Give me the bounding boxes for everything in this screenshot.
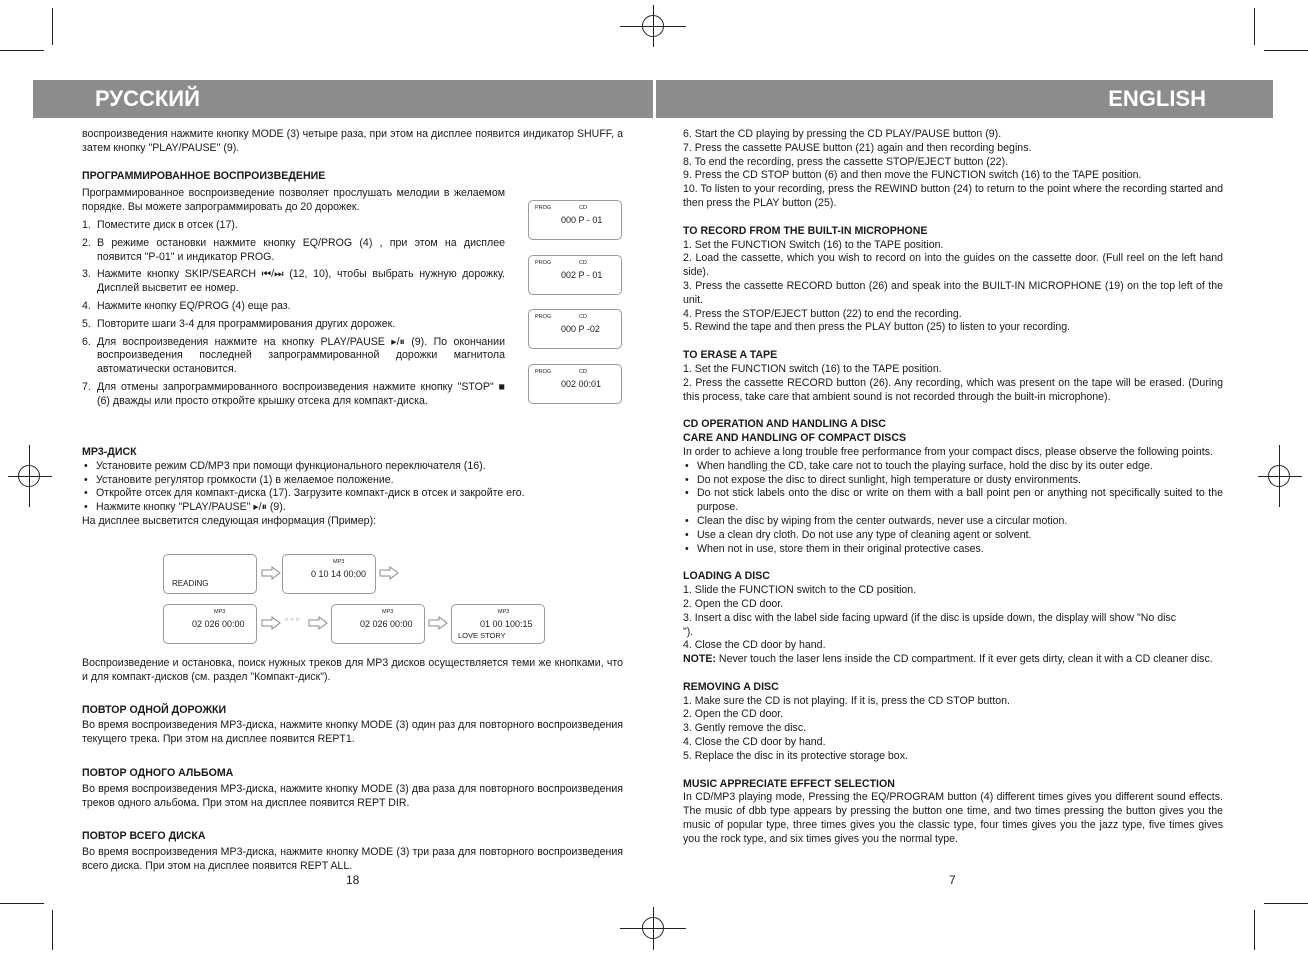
prog-display: PROG CD 000 P -02 (528, 309, 622, 349)
mp3-section (82, 446, 623, 529)
crop-mark (0, 50, 44, 51)
paragraph: Воспроизведение и остановка, поиск нужных треков для МР3 дисков осуществляется теми же кнопками, что и для компакт-дисков (см. раздел "Компакт-диск"). (82, 657, 623, 683)
paragraph: 2. Open the CD door. (683, 597, 784, 610)
crop-mark (52, 910, 53, 950)
list-item: 1. Поместите диск в отсек (17). (82, 218, 238, 231)
paragraph: 10. To listen to your recording, press the REWIND button (24) to return to the point where the recording started and then press the PLAY button (25). (683, 183, 1223, 209)
section-heading: TO ERASE A TAPE (683, 349, 778, 362)
list-item: 5. Повторите шаги 3-4 для программирования других дорожек. (82, 317, 396, 330)
crop-mark (1279, 445, 1280, 507)
arrow-right-icon (428, 616, 448, 630)
paragraph: 8. To end the recording, press the cassette STOP/EJECT button (22). (683, 155, 1009, 168)
list-item: • Do not expose the disc to direct sunlight, high temperature or dusty environments. (683, 474, 1223, 488)
arrow-right-icon (261, 616, 281, 630)
paragraph: 7. Press the cassette PAUSE button (21) again and then recording begins. (683, 141, 1032, 154)
list-item: 3. Нажмите кнопку SKIP/SEARCH ⏮/⏭ (12, 10), чтобы выбрать нужную дорожку. Дисплей высветит ее номер. (82, 268, 505, 295)
prog-display: PROG CD 002 00:01 (528, 364, 622, 404)
crop-mark (1254, 910, 1255, 950)
list-item: • Use a clean dry cloth. Do not use any type of cleaning agent or solvent. (683, 529, 1223, 543)
program-steps-list (82, 219, 505, 409)
mp3-bullet-list (82, 460, 623, 515)
page-number: 18 (346, 873, 360, 887)
paragraph: 4. Close the CD door by hand. (683, 639, 826, 652)
section-heading: TO RECORD FROM THE BUILT-IN MICROPHONE (683, 224, 928, 237)
crop-mark (1264, 50, 1308, 51)
paragraph: In order to achieve a long trouble free performance from your compact discs, please observe the following points. (683, 445, 1213, 458)
mp3-display: MP3 01 00 100:15 LOVE STORY (451, 604, 545, 644)
list-item: 7. Для отмены запрограммированного воспроизведения нажмите кнопку "STOP" ■ (6) дважды или просто откройте крышку отсека для компакт-диска. (82, 380, 505, 407)
paragraph: Программированное воспроизведение позволяет прослушать мелодии в желаемом порядке. Вы можете запрограммировать до 20 дорожек. (82, 187, 505, 214)
crop-mark (29, 445, 30, 507)
crop-mark (653, 5, 654, 47)
section-heading: ПОВТОР ОДНОГО АЛЬБОМА (82, 766, 234, 779)
arrow-right-icon (308, 616, 328, 630)
list-item: 4. Нажмите кнопку EQ/PROG (4) еще раз. (82, 299, 291, 312)
paragraph: 3. Press the cassette RECORD button (26) and speak into the BUILT-IN MICROPHONE (19) on the top left of the unit. (683, 279, 1223, 306)
section-heading: ПРОГРАММИРОВАННОЕ ВОСПРОИЗВЕДЕНИЕ (82, 169, 326, 182)
crop-mark (1254, 8, 1255, 45)
list-item: • Установите регулятор громкости (1) в желаемое положение. (82, 474, 623, 488)
arrow-right-icon (379, 566, 399, 580)
paragraph: 2. Load the cassette, which you wish to record on into the guides on the cassette door. (Full reel on the left hand side). (683, 252, 1223, 279)
mp3-display: MP3 02 026 00:00 (163, 604, 257, 644)
mp3-display: MP3 02 026 00:00 (331, 604, 425, 644)
paragraph: 1. Slide the FUNCTION switch to the CD position. (683, 584, 917, 597)
list-item: 2. В режиме остановки нажмите кнопку EQ/PROG (4) , при этом на дисплее появится "P-01" и индикатор PROG. (82, 236, 505, 263)
page-header-english: ENGLISH (656, 80, 1273, 118)
paragraph: 4. Close the CD door by hand. (683, 736, 826, 749)
paragraph: 2. Press the cassette RECORD button (26). Any recording, which was present on the tape will be erased. (During this process, take care that ambient sound is not recorded through the built-in microphone). (683, 376, 1223, 403)
right-column (683, 128, 1223, 847)
mp3-display: MP3 0 10 14 00:00 (282, 554, 376, 594)
intro-text: воспроизведения нажмите кнопку MODE (3) четыре раза, при этом на дисплее появится индикатор SHUFF, а затем кнопку "PLAY/PAUSE" (9). (82, 128, 623, 154)
prog-display: PROG CD 002 P - 01 (528, 255, 622, 295)
list-item: • Do not stick labels onto the disc or write on them with a ball point pen or anything not specifically suited to the purpose. (683, 487, 1223, 515)
list-item: • When not in use, store them in their original protective cases. (683, 543, 1223, 557)
list-item: • Откройте отсек для компакт-диска (17). Загрузите компакт-диск в отсек и закройте его. (82, 487, 623, 501)
crop-mark (653, 907, 654, 950)
list-item: • Установите режим CD/MP3 при помощи функционального переключателя (16). (82, 460, 623, 474)
list-item: • Нажмите кнопку "PLAY/PAUSE" ▸/⏸ (9). (82, 501, 623, 515)
paragraph: 5. Rewind the tape and then press the PLAY button (25) to listen to your recording. (683, 321, 1071, 334)
paragraph: 3. Insert a disc with the label side facing upward (if the disc is upside down, the display will show "No disc "). (683, 611, 1177, 638)
crop-mark (52, 8, 53, 45)
ellipsis-dots: ○ ○ ○ (285, 617, 300, 623)
section-heading: МР3-ДИСК (82, 446, 137, 458)
mp3-display-reading: READING (163, 554, 257, 594)
section-heading: CARE AND HANDLING OF COMPACT DISCS (683, 432, 907, 445)
list-item: • Clean the disc by wiping from the center outwards, never use a circular motion. (683, 515, 1223, 529)
paragraph: In CD/MP3 playing mode, Pressing the EQ/PROGRAM button (4) different times gives you different sound effects. The music of dbb type appears by pressing the button one time, and two times pressing the button gives you the music of popular type, three times gives you the classic type, four times gives you the jazz type, five times gives you the rock type, and six times gives you the normal type. (683, 791, 1223, 845)
paragraph: 5. Replace the disc in its protective storage box. (683, 749, 908, 762)
arrow-right-icon (261, 566, 281, 580)
list-item: • When handling the CD, take care not to touch the playing surface, hold the disc by its outer edge. (683, 460, 1223, 474)
section-heading: LOADING A DISC (683, 570, 770, 583)
paragraph: На дисплее высветится следующая информация (Пример): (82, 514, 377, 527)
paragraph: 4. Press the STOP/EJECT button (22) to end the recording. (683, 307, 962, 320)
cd-care-list (683, 460, 1223, 557)
paragraph: Во время воспроизведения МР3-диска, нажмите кнопку MODE (3) один раз для повторного воспроизведения текущего трека. При этом на дисплее появится REPT1. (82, 719, 623, 746)
paragraph: 2. Open the CD door. (683, 708, 784, 721)
crop-mark (0, 903, 44, 904)
page-number: 7 (949, 873, 956, 887)
section-heading: ПОВТОР ВСЕГО ДИСКА (82, 830, 206, 843)
section-heading: ПОВТОР ОДНОЙ ДОРОЖКИ (82, 703, 227, 716)
paragraph: 3. Gently remove the disc. (683, 722, 807, 735)
prog-display: PROG CD 000 P - 01 (528, 200, 622, 240)
page-header-russian: РУССКИЙ (33, 80, 653, 118)
crop-mark (1264, 903, 1308, 904)
note-paragraph: NOTE: Never touch the laser lens inside the CD compartment. If it ever gets dirty, clean it with a CD cleaner disc. (683, 653, 1213, 666)
left-lower-section (82, 657, 623, 874)
paragraph: 1. Set the FUNCTION switch (16) to the TAPE position. (683, 362, 942, 375)
crop-mark (8, 476, 52, 477)
crop-mark (1258, 476, 1302, 477)
paragraph: Во время воспроизведения МР3-диска, нажмите кнопку MODE (3) два раза для повторного воспроизведения треков одного альбома. При этом на дисплее появится REPT DIR. (82, 782, 623, 809)
paragraph: 1. Set the FUNCTION Switch (16) to the TAPE position. (683, 238, 944, 251)
section-heading: CD OPERATION AND HANDLING A DISC (683, 418, 886, 431)
list-item: 6. Для воспроизведения нажмите на кнопку PLAY/PAUSE ▸/⏸ (9). По окончании воспроизведения последней запрограммированной дорожки магнитола автоматически остановится. (82, 335, 505, 376)
paragraph: 1. Make sure the CD is not playing. If it is, press the CD STOP button. (683, 694, 1010, 707)
paragraph: 9. Press the CD STOP button (6) and then move the FUNCTION switch (16) to the TAPE position. (683, 169, 1142, 182)
section-heading: MUSIC APPRECIATE EFFECT SELECTION (683, 777, 895, 790)
paragraph: 6. Start the CD playing by pressing the CD PLAY/PAUSE button (9). (683, 128, 1002, 140)
section-heading: REMOVING A DISC (683, 680, 779, 693)
paragraph: Во время воспроизведения МР3-диска, нажмите кнопку MODE (3) три раза для повторного воспроизведения всего диска. При этом на дисплее появится REPT ALL. (82, 846, 623, 872)
